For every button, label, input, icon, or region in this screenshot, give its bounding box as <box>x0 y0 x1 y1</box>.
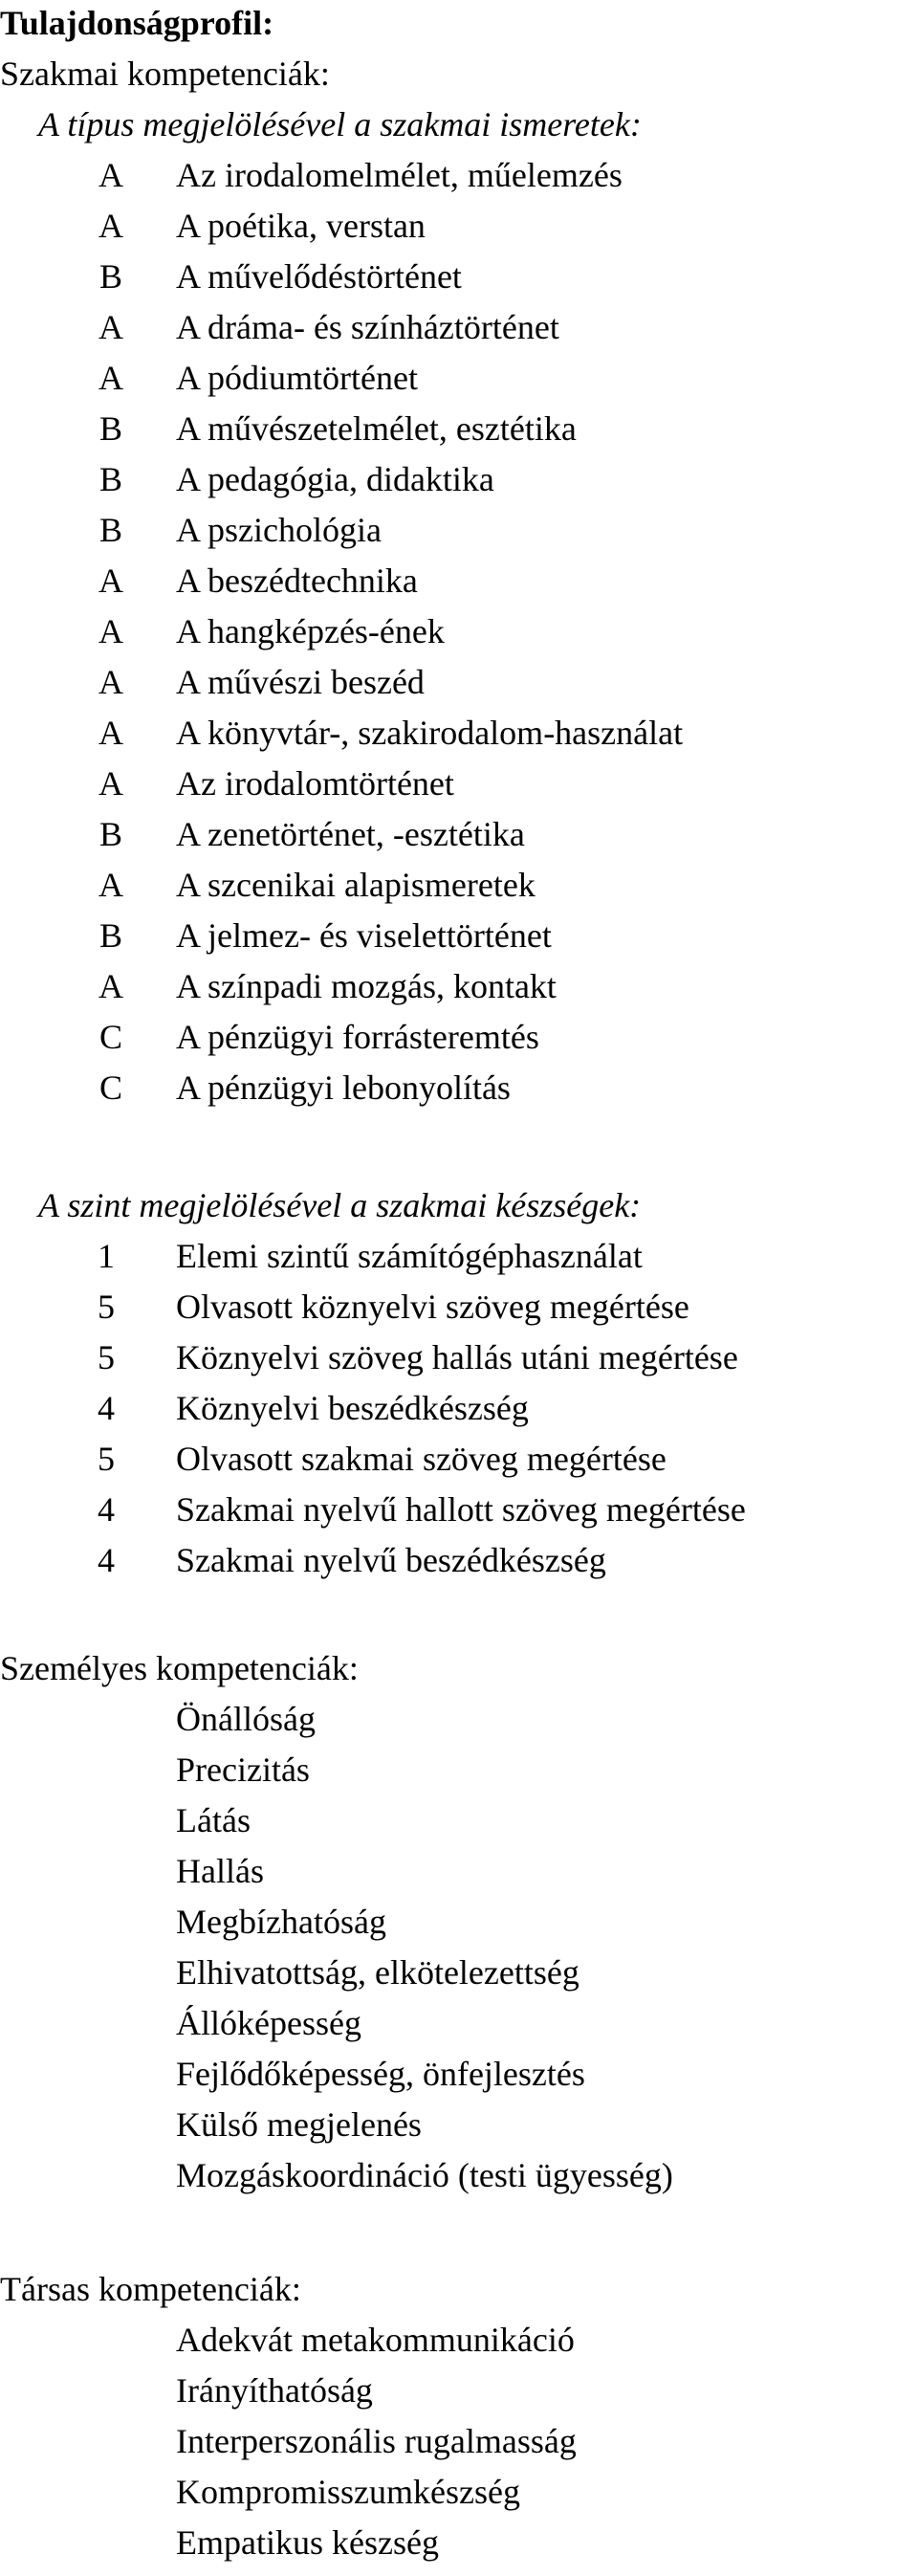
knowledge-type-code: B <box>98 916 122 955</box>
skills-subheading: A szint megjelölésével a szakmai készségek: <box>38 1186 642 1224</box>
personal-item: Elhivatottság, elkötelezettség <box>176 1953 579 1992</box>
skill-label: Elemi szintű számítógéphasználat <box>176 1237 643 1275</box>
knowledge-item <box>0 454 918 505</box>
knowledge-label: A jelmez- és viselettörténet <box>176 916 552 955</box>
knowledge-item <box>0 657 918 708</box>
knowledge-label: A beszédtechnika <box>176 561 418 600</box>
personal-competencies-heading: Személyes kompetenciák: <box>0 1649 359 1687</box>
knowledge-type-code: A <box>98 663 123 701</box>
knowledge-label: A művészi beszéd <box>176 663 425 701</box>
social-item: Empatikus készség <box>176 2523 439 2562</box>
knowledge-item <box>0 860 918 911</box>
professional-competencies-heading: Szakmai kompetenciák: <box>0 55 330 93</box>
knowledge-item <box>0 606 918 657</box>
knowledge-item <box>0 911 918 961</box>
knowledge-item <box>0 556 918 606</box>
personal-item: Külső megjelenés <box>176 2105 422 2144</box>
knowledge-label: A hangképzés-ének <box>176 612 445 650</box>
social-item: Irányíthatóság <box>176 2371 373 2410</box>
skill-item <box>0 1434 918 1485</box>
knowledge-label: A pénzügyi lebonyolítás <box>176 1068 511 1107</box>
knowledge-type-code: B <box>98 511 122 549</box>
knowledge-item <box>0 708 918 759</box>
knowledge-label: A könyvtár-, szakirodalom-használat <box>176 714 684 752</box>
social-item: Adekvát metakommunikáció <box>176 2321 575 2359</box>
knowledge-type-code: C <box>98 1018 122 1056</box>
skill-label: Köznyelvi szöveg hallás utáni megértése <box>176 1338 738 1376</box>
knowledge-type-code: A <box>98 714 123 752</box>
knowledge-label: A pszichológia <box>176 511 382 549</box>
skill-level: 5 <box>98 1288 115 1326</box>
knowledge-label: A poétika, verstan <box>176 207 426 245</box>
skill-label: Szakmai nyelvű hallott szöveg megértése <box>176 1490 746 1529</box>
skill-item <box>0 1282 918 1332</box>
knowledge-item <box>0 809 918 860</box>
knowledge-item <box>0 302 918 353</box>
personal-item: Látás <box>176 1801 251 1839</box>
knowledge-label: Az irodalomtörténet <box>176 764 454 803</box>
knowledge-type-code: A <box>98 866 123 904</box>
knowledge-type-code: C <box>98 1068 122 1107</box>
skill-item <box>0 1332 918 1383</box>
social-item: Kompromisszumkészség <box>176 2473 520 2511</box>
skill-level: 4 <box>98 1389 115 1427</box>
knowledge-item <box>0 150 918 201</box>
knowledge-item <box>0 1012 918 1063</box>
knowledge-type-code: B <box>98 257 122 296</box>
knowledge-type-code: B <box>98 409 122 448</box>
social-competencies-heading: Társas kompetenciák: <box>0 2270 301 2308</box>
knowledge-type-code: A <box>98 561 123 600</box>
personal-item: Precizitás <box>176 1750 310 1789</box>
knowledge-label: A zenetörténet, -esztétika <box>176 815 525 853</box>
skill-label: Szakmai nyelvű beszédkészség <box>176 1541 606 1579</box>
personal-item: Önállóság <box>176 1700 316 1738</box>
social-item: Interperszonális rugalmasság <box>176 2422 577 2460</box>
skill-level: 4 <box>98 1490 115 1529</box>
skill-level: 1 <box>98 1237 115 1275</box>
knowledge-item <box>0 353 918 404</box>
document-title: Tulajdonságprofil: <box>0 4 274 42</box>
knowledge-item <box>0 505 918 556</box>
skill-level: 5 <box>98 1440 115 1478</box>
knowledge-label: Az irodalomelmélet, műelemzés <box>176 156 623 194</box>
knowledge-type-code: A <box>98 308 123 346</box>
knowledge-item <box>0 252 918 302</box>
knowledge-type-code: A <box>98 359 123 397</box>
skill-label: Olvasott köznyelvi szöveg megértése <box>176 1288 689 1326</box>
knowledge-type-code: B <box>98 815 122 853</box>
knowledge-label: A színpadi mozgás, kontakt <box>176 967 557 1005</box>
knowledge-subheading: A típus megjelölésével a szakmai ismeretek: <box>38 105 642 143</box>
skill-label: Köznyelvi beszédkészség <box>176 1389 529 1427</box>
knowledge-type-code: B <box>98 460 122 498</box>
knowledge-label: A szcenikai alapismeretek <box>176 866 536 904</box>
knowledge-type-code: A <box>98 612 123 650</box>
knowledge-label: A pódiumtörténet <box>176 359 418 397</box>
knowledge-item <box>0 961 918 1012</box>
personal-item: Fejlődőképesség, önfejlesztés <box>176 2055 585 2093</box>
knowledge-label: A művelődéstörténet <box>176 257 462 296</box>
knowledge-item <box>0 201 918 252</box>
knowledge-item <box>0 759 918 809</box>
personal-item: Megbízhatóság <box>176 1903 386 1941</box>
personal-item: Hallás <box>176 1852 264 1890</box>
skill-item <box>0 1485 918 1535</box>
knowledge-label: A pedagógia, didaktika <box>176 460 494 498</box>
knowledge-label: A dráma- és színháztörténet <box>176 308 559 346</box>
skill-item <box>0 1535 918 1586</box>
knowledge-item <box>0 1063 918 1113</box>
skill-label: Olvasott szakmai szöveg megértése <box>176 1440 667 1478</box>
knowledge-type-code: A <box>98 764 123 803</box>
skill-item <box>0 1231 918 1282</box>
skill-level: 5 <box>98 1338 115 1376</box>
knowledge-label: A pénzügyi forrásteremtés <box>176 1018 539 1056</box>
knowledge-type-code: A <box>98 967 123 1005</box>
personal-item: Állóképesség <box>176 2004 361 2042</box>
knowledge-type-code: A <box>98 156 123 194</box>
skill-level: 4 <box>98 1541 115 1579</box>
personal-item: Mozgáskoordináció (testi ügyesség) <box>176 2156 673 2194</box>
knowledge-type-code: A <box>98 207 123 245</box>
knowledge-item <box>0 404 918 454</box>
knowledge-label: A művészetelmélet, esztétika <box>176 409 577 448</box>
skill-item <box>0 1383 918 1434</box>
